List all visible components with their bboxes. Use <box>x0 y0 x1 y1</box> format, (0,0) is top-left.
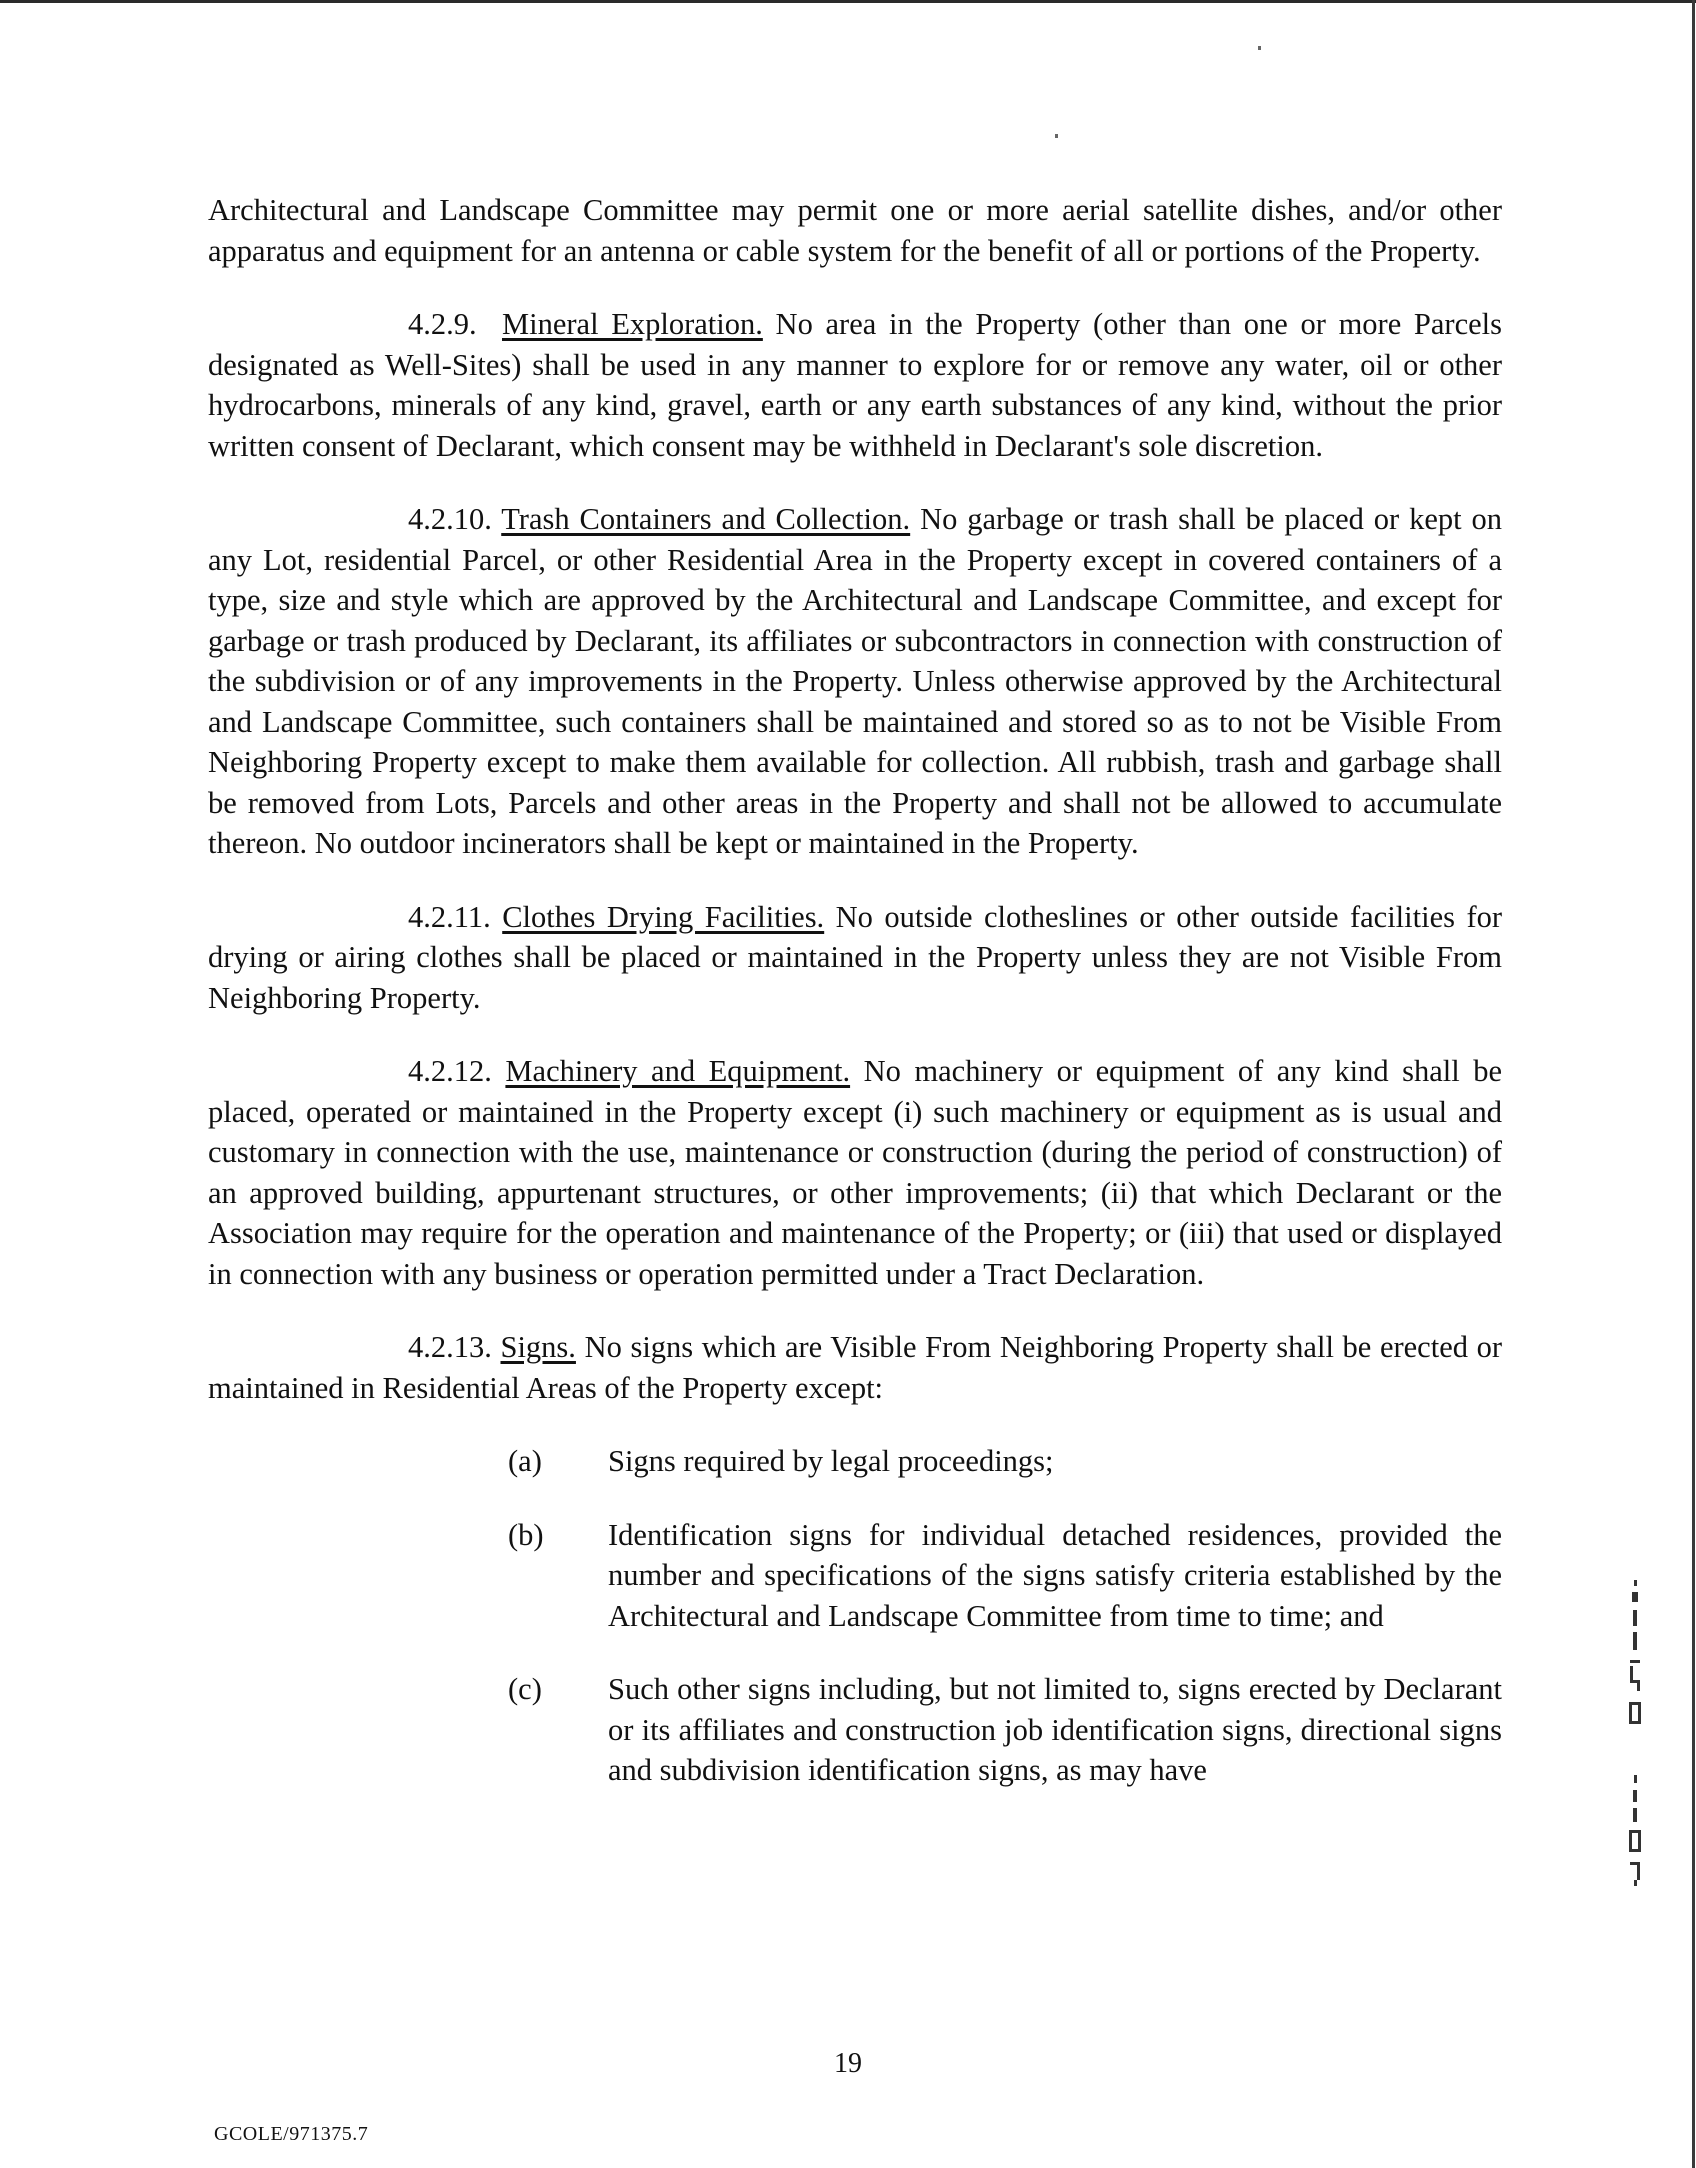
section-heading: Trash Containers and Collection. <box>501 502 911 536</box>
section-heading: Mineral Exploration. <box>502 307 763 341</box>
section-4-2-13 <box>208 1327 1502 1408</box>
list-item-label: (a) <box>508 1444 542 1478</box>
section-heading: Clothes Drying Facilities. <box>502 899 825 934</box>
section-number: 4.2.9. <box>408 307 477 341</box>
scan-speck <box>1258 46 1261 50</box>
intro-paragraph: Architectural and Landscape Committee may permit one or more aerial satellite dishes, and/or other apparatus and equipment for an antenna or cable system for the benefit of all or portions of the Property. <box>208 193 1502 268</box>
section-number: 4.2.10. <box>408 502 492 536</box>
list-item-label: (c) <box>508 1672 542 1706</box>
list-item <box>208 1441 1502 1482</box>
section-4-2-9 <box>208 304 1502 466</box>
recording-stamp-mark <box>1616 1580 1656 2040</box>
section-4-2-10 <box>208 499 1502 864</box>
scan-speck <box>1055 134 1058 138</box>
scan-top-edge <box>0 0 1696 3</box>
section-text: No outside clotheslines or other outside facilities for drying or airing clothes shall be placed or maintained in the Property unless they are not Visible From Neighboring Property. <box>208 899 1503 1015</box>
signs-exception-list <box>208 1441 1502 1791</box>
section-heading: Machinery and Equipment. <box>505 1054 851 1088</box>
list-item-label: (b) <box>508 1517 544 1552</box>
section-text: No signs which are Visible From Neighboring Property shall be erected or maintained in Residential Areas of the Property except: <box>208 1330 1503 1405</box>
stamp-glyphs <box>1629 1580 1641 1886</box>
list-item <box>208 1515 1502 1637</box>
list-item <box>208 1669 1502 1791</box>
page-number: 19 <box>834 2048 862 2079</box>
section-number: 4.2.11. <box>408 899 491 934</box>
section-heading: Signs. <box>500 1330 576 1364</box>
section-4-2-11 <box>208 897 1502 1019</box>
section-number: 4.2.13. <box>408 1330 492 1364</box>
section-text: No area in the Property (other than one or more Parcels designated as Well-Sites) shall be used in any manner to explore for or remove any water, oil or other hydrocarbons, minerals of any kind, gravel, earth or any earth substances of any kind, without the prior written consent of Declarant, which consent may be withheld in Declarant's sole discretion. <box>208 307 1503 463</box>
list-item-text: Identification signs for individual detached residences, provided the number and specifications of the signs satisfy criteria established by the Architectural and Landscape Committee from time to time; and <box>608 1517 1502 1633</box>
list-item-text: Signs required by legal proceedings; <box>608 1444 1054 1478</box>
section-number: 4.2.12. <box>408 1054 492 1088</box>
document-body <box>208 190 1502 1824</box>
section-text: No machinery or equipment of any kind shall be placed, operated or maintained in the Property except (i) such machinery or equipment as is usual and customary in connection with the use, maintenance or construction (during the period of construction) of an approved building, appurtenant structures, or other improvements; (ii) that which Declarant or the Association may require for the operation and maintenance of the Property; or (iii) that used or displayed in connection with any business or operation permitted under a Tract Declaration. <box>208 1054 1503 1291</box>
list-item-text: Such other signs including, but not limited to, signs erected by Declarant or its affiliates and construction job identification signs, directional signs and subdivision identification signs, as may have <box>608 1672 1502 1787</box>
section-4-2-12 <box>208 1051 1502 1294</box>
section-text: No garbage or trash shall be placed or kept on any Lot, residential Parcel, or other Residential Area in the Property except in covered containers of a type, size and style which are approved by the Architectural and Landscape Committee, and except for garbage or trash produced by Declarant, its affiliates or subcontractors in connection with construction of the subdivision or of any improvements in the Property. Unless otherwise approved by the Architectural and Landscape Committee, such containers shall be maintained and stored so as to not be Visible From Neighboring Property except to make them available for collection. All rubbish, trash and garbage shall be removed from Lots, Parcels and other areas in the Property and shall not be allowed to accumulate thereon. No outdoor incinerators shall be kept or maintained in the Property. <box>208 502 1503 860</box>
document-id: GCOLE/971375.7 <box>214 2123 369 2145</box>
scan-right-edge <box>1692 0 1695 2168</box>
